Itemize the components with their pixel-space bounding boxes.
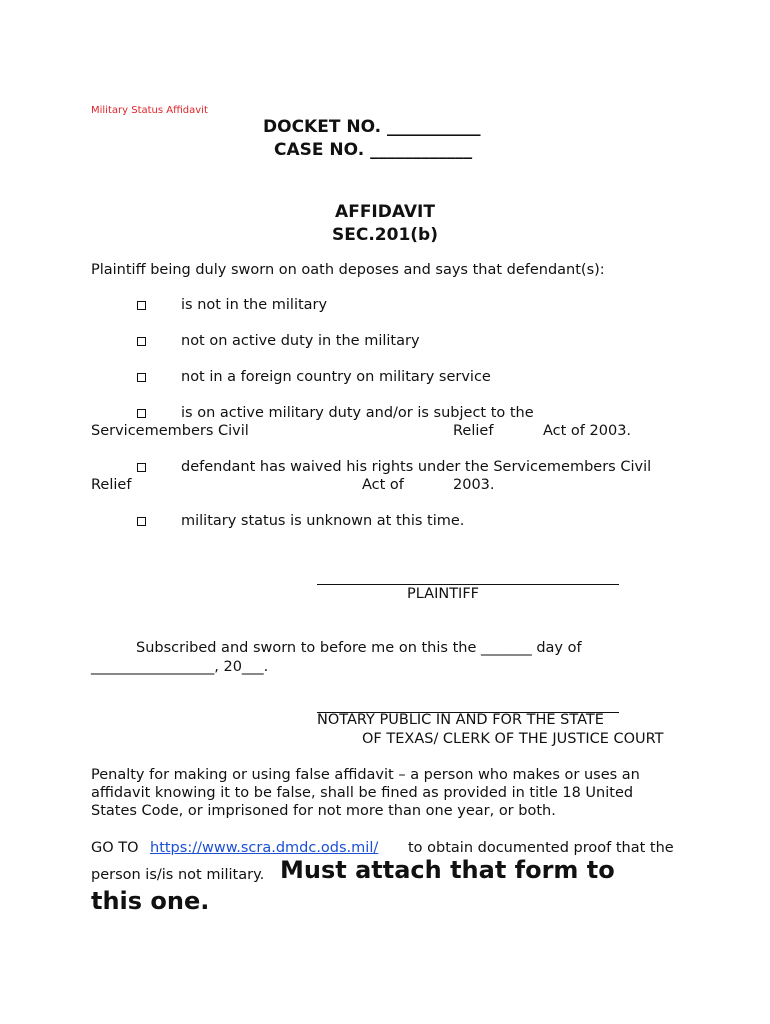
option-waived-rights-line2c: 2003. [453, 477, 495, 493]
penalty-line1: Penalty for making or using false affidavit – a person who makes or uses an [91, 767, 640, 783]
subscribed-statement: Subscribed and sworn to before me on this the _______ day of [136, 640, 582, 656]
option-waived-rights-line2a: Relief [91, 477, 132, 493]
document-header-label: Military Status Affidavit [91, 105, 208, 116]
scra-link[interactable]: https://www.scra.dmdc.ods.mil/ [150, 840, 379, 856]
plaintiff-signature-line[interactable] [317, 584, 619, 585]
case-number: CASE NO. ____________ [274, 140, 473, 160]
option-active-duty-line1: is on active military duty and/or is subject to the [181, 405, 534, 421]
section-title: SEC.201(b) [332, 225, 438, 245]
checkbox-active-duty[interactable] [137, 409, 146, 418]
penalty-line3: States Code, or imprisoned for not more than one year, or both. [91, 803, 556, 819]
must-attach-line1: Must attach that form to [280, 856, 615, 884]
option-status-unknown: military status is unknown at this time. [181, 513, 465, 529]
checkbox-not-active-duty[interactable] [137, 337, 146, 346]
must-attach-line2: this one. [91, 887, 210, 915]
option-not-in-military: is not in the military [181, 297, 328, 313]
notary-label-line1: NOTARY PUBLIC IN AND FOR THE STATE [317, 712, 604, 728]
option-waived-rights-line1: defendant has waived his rights under the Servicemembers Civil [181, 459, 652, 475]
penalty-line2: affidavit knowing it to be false, shall be fined as provided in title 18 United [91, 785, 634, 801]
person-status-text: person is/is not military. [91, 867, 265, 883]
goto-suffix: to obtain documented proof that the [408, 840, 674, 856]
checkbox-not-in-military[interactable] [137, 301, 146, 310]
option-active-duty-line2a: Servicemembers Civil [91, 423, 249, 439]
option-waived-rights-line2b: Act of [362, 477, 404, 493]
subscribed-date-line: _________________, 20___. [91, 659, 269, 675]
checkbox-status-unknown[interactable] [137, 517, 146, 526]
plaintiff-label: PLAINTIFF [407, 586, 480, 602]
option-not-foreign-country: not in a foreign country on military service [181, 369, 491, 385]
option-active-duty-line2c: Act of 2003. [543, 423, 632, 439]
intro-statement: Plaintiff being duly sworn on oath deposes and says that defendant(s): [91, 262, 605, 278]
option-active-duty-line2b: Relief [453, 423, 494, 439]
goto-prefix: GO TO [91, 840, 139, 856]
checkbox-not-foreign-country[interactable] [137, 373, 146, 382]
option-not-active-duty: not on active duty in the military [181, 333, 420, 349]
docket-number: DOCKET NO. ___________ [263, 117, 481, 137]
checkbox-waived-rights[interactable] [137, 463, 146, 472]
affidavit-title: AFFIDAVIT [335, 202, 435, 222]
notary-label-line2: OF TEXAS/ CLERK OF THE JUSTICE COURT [362, 731, 664, 747]
